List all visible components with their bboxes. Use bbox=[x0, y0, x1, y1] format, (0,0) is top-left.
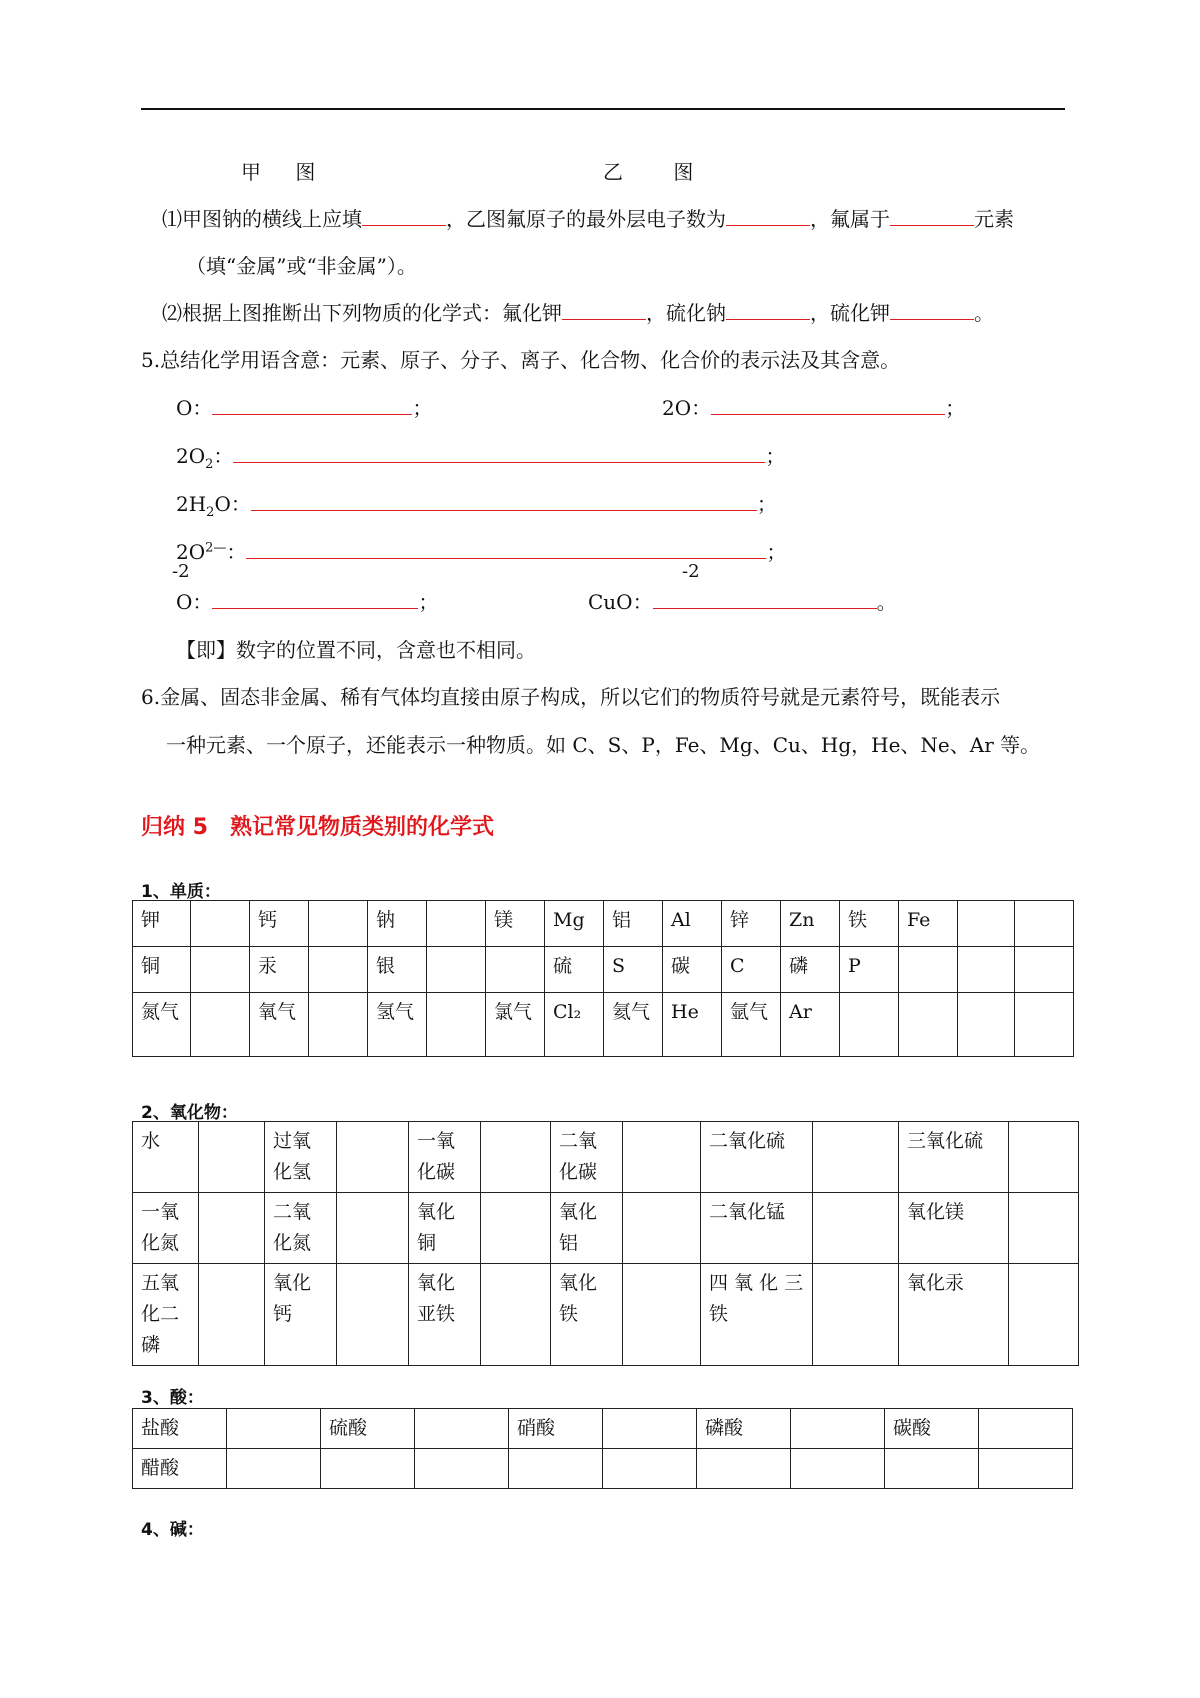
acids-cell: 碳酸 bbox=[885, 1409, 979, 1449]
q5-label-2h2o: 2H bbox=[176, 492, 207, 516]
acids-answer-cell[interactable] bbox=[415, 1449, 509, 1489]
oxides-cell: 氧化铜 bbox=[409, 1193, 481, 1264]
acids-cell: 盐酸 bbox=[133, 1409, 227, 1449]
elements-cell: 铜 bbox=[133, 947, 191, 993]
oxides-answer-cell[interactable] bbox=[813, 1264, 899, 1366]
oxides-answer-cell[interactable] bbox=[623, 1193, 701, 1264]
elements-cell: Ar bbox=[781, 993, 840, 1057]
oxides-answer-cell[interactable] bbox=[481, 1122, 551, 1193]
acids-answer-cell[interactable] bbox=[697, 1449, 791, 1489]
valence-mark-o: -2 bbox=[172, 561, 190, 582]
acids-answer-cell[interactable] bbox=[791, 1449, 885, 1489]
q5-blank-2o2[interactable] bbox=[233, 444, 765, 463]
oxides-cell: 二氧化碳 bbox=[551, 1122, 623, 1193]
oxides-cell: 二氧化锰 bbox=[701, 1193, 813, 1264]
q5-note bbox=[176, 634, 536, 663]
q5-label-o-valence: O： bbox=[176, 590, 213, 614]
elements-cell: 氧气 bbox=[250, 993, 309, 1057]
elements-answer-cell[interactable] bbox=[191, 947, 250, 993]
oxides-answer-cell[interactable] bbox=[337, 1122, 409, 1193]
q1-text-b: ，乙图氟原子的最外层电子数为 bbox=[446, 207, 726, 231]
oxides-answer-cell[interactable] bbox=[623, 1122, 701, 1193]
q5-row-2h2o bbox=[176, 488, 777, 520]
question-5-title: 5.总结化学用语含意：元素、原子、分子、离子、化合物、化合价的表示法及其含意。 bbox=[141, 348, 901, 372]
elements-cell: Cl₂ bbox=[545, 993, 604, 1057]
q5-row-o bbox=[176, 392, 432, 421]
superscript: 2— bbox=[205, 540, 227, 556]
oxides-cell: 过氧化氢 bbox=[265, 1122, 337, 1193]
elements-cell: 镁 bbox=[486, 901, 545, 947]
question-6-line-1: 6.金属、固态非金属、稀有气体均直接由原子构成，所以它们的物质符号就是元素符号，既能表示 bbox=[141, 685, 1001, 709]
question-6-line-2: 一种元素、一个原子，还能表示一种物质。如 C、S、P，Fe、Mg、Cu、Hg，He、Ne、Ar 等。 bbox=[166, 733, 1041, 757]
oxides-answer-cell[interactable] bbox=[1009, 1193, 1079, 1264]
elements-cell: Fe bbox=[899, 901, 958, 947]
header-rule bbox=[141, 108, 1065, 110]
q1-text-a: ⑴甲图钠的横线上应填 bbox=[162, 207, 362, 231]
acids-answer-cell[interactable] bbox=[979, 1449, 1073, 1489]
acids-answer-cell[interactable] bbox=[227, 1449, 321, 1489]
acids-row bbox=[133, 1409, 1073, 1449]
section-5-heading: 归纳 5 熟记常见物质类别的化学式 bbox=[141, 815, 494, 840]
q5-row-2o bbox=[662, 392, 965, 421]
oxides-answer-cell[interactable] bbox=[1009, 1122, 1079, 1193]
oxides-cell: 一氧化氮 bbox=[133, 1193, 199, 1264]
elements-answer-cell[interactable] bbox=[958, 901, 1015, 947]
question-1-line-2: （填“金属”或“非金属”）。 bbox=[186, 254, 417, 278]
q5-row-cuo bbox=[588, 586, 897, 615]
semicolon: ； bbox=[766, 540, 787, 564]
acids-table bbox=[132, 1408, 1073, 1489]
note-text: 数字的位置不同，含意也不相同。 bbox=[236, 638, 536, 662]
elements-cell: Zn bbox=[781, 901, 840, 947]
oxides-cell: 氧化铁 bbox=[551, 1264, 623, 1366]
elements-row bbox=[133, 993, 1074, 1057]
oxides-cell: 一氧化碳 bbox=[409, 1122, 481, 1193]
period: 。 bbox=[876, 590, 897, 614]
oxides-answer-cell[interactable] bbox=[813, 1193, 899, 1264]
acids-answer-cell[interactable] bbox=[791, 1409, 885, 1449]
oxides-label: 2、氧化物： bbox=[141, 1103, 238, 1123]
elements-cell: 银 bbox=[368, 947, 427, 993]
question-1-line-1 bbox=[162, 203, 1014, 232]
oxides-answer-cell[interactable] bbox=[199, 1193, 265, 1264]
acids-row bbox=[133, 1449, 1073, 1489]
oxides-cell: 二氧化氮 bbox=[265, 1193, 337, 1264]
q1-text-d: 元素 bbox=[974, 207, 1014, 231]
acids-cell: 硫酸 bbox=[321, 1409, 415, 1449]
elements-answer-cell[interactable] bbox=[191, 993, 250, 1057]
elements-cell: 铁 bbox=[840, 901, 899, 947]
q2-text-d: 。 bbox=[974, 301, 994, 325]
oxides-answer-cell[interactable] bbox=[337, 1264, 409, 1366]
q5-label-2o: 2O： bbox=[662, 396, 712, 420]
oxides-row bbox=[133, 1122, 1079, 1193]
q2-blank-kf[interactable] bbox=[562, 301, 646, 320]
acids-answer-cell[interactable] bbox=[603, 1409, 697, 1449]
oxides-cell: 氧化钙 bbox=[265, 1264, 337, 1366]
elements-cell: 氮气 bbox=[133, 993, 191, 1057]
oxides-cell: 氧化铝 bbox=[551, 1193, 623, 1264]
elements-cell: 锌 bbox=[722, 901, 781, 947]
elements-cell: C bbox=[722, 947, 781, 993]
elements-label: 1、单质： bbox=[141, 882, 221, 902]
q2-text-a: ⑵根据上图推断出下列物质的化学式：氟化钾 bbox=[162, 301, 562, 325]
elements-answer-cell[interactable] bbox=[840, 993, 899, 1057]
note-bracket: 【即】 bbox=[176, 638, 236, 662]
q2-blank-k2s[interactable] bbox=[890, 301, 974, 320]
elements-cell: 氦气 bbox=[604, 993, 663, 1057]
acids-cell: 磷酸 bbox=[697, 1409, 791, 1449]
elements-cell: 钠 bbox=[368, 901, 427, 947]
elements-cell: 钾 bbox=[133, 901, 191, 947]
q2-text-c: ，硫化钾 bbox=[810, 301, 890, 325]
bases-label: 4、碱： bbox=[141, 1520, 204, 1540]
oxides-answer-cell[interactable] bbox=[481, 1264, 551, 1366]
oxides-answer-cell[interactable] bbox=[813, 1122, 899, 1193]
q2-text-b: ，硫化钠 bbox=[646, 301, 726, 325]
elements-cell: 氯气 bbox=[486, 993, 545, 1057]
oxides-answer-cell[interactable] bbox=[481, 1193, 551, 1264]
colon: O： bbox=[214, 492, 251, 516]
q5-label-ion: 2O bbox=[176, 540, 206, 564]
oxides-answer-cell[interactable] bbox=[1009, 1264, 1079, 1366]
q1-blank-element-type[interactable] bbox=[890, 207, 974, 226]
q5-label-cuo: CuO： bbox=[588, 590, 653, 614]
oxides-row bbox=[133, 1193, 1079, 1264]
elements-cell: Mg bbox=[545, 901, 604, 947]
oxides-cell: 氧化镁 bbox=[899, 1193, 1009, 1264]
elements-answer-cell[interactable] bbox=[427, 947, 486, 993]
acids-answer-cell[interactable] bbox=[603, 1449, 697, 1489]
elements-cell: 碳 bbox=[663, 947, 722, 993]
q2-blank-na2s[interactable] bbox=[726, 301, 810, 320]
elements-answer-cell[interactable] bbox=[427, 901, 486, 947]
acids-answer-cell[interactable] bbox=[979, 1409, 1073, 1449]
elements-cell: 氢气 bbox=[368, 993, 427, 1057]
q5-blank-o[interactable] bbox=[212, 396, 412, 415]
semicolon: ； bbox=[765, 444, 786, 468]
oxides-cell: 二氧化硫 bbox=[701, 1122, 813, 1193]
subscript: 2 bbox=[206, 505, 215, 520]
acids-label: 3、酸： bbox=[141, 1388, 204, 1408]
q5-blank-o-valence[interactable] bbox=[212, 590, 418, 609]
q5-row-2o2 bbox=[176, 440, 785, 472]
elements-answer-cell[interactable] bbox=[1015, 901, 1074, 947]
figure-label-yi: 乙 图 bbox=[603, 160, 716, 184]
oxides-cell: 三氧化硫 bbox=[899, 1122, 1009, 1193]
elements-cell: 磷 bbox=[781, 947, 840, 993]
elements-table bbox=[132, 900, 1074, 1057]
acids-cell: 醋酸 bbox=[133, 1449, 227, 1489]
elements-cell: S bbox=[604, 947, 663, 993]
elements-answer-cell[interactable] bbox=[958, 993, 1015, 1057]
oxides-row bbox=[133, 1264, 1079, 1366]
elements-answer-cell[interactable] bbox=[309, 947, 368, 993]
acids-answer-cell[interactable] bbox=[227, 1409, 321, 1449]
q1-blank-sodium[interactable] bbox=[362, 207, 446, 226]
acids-cell: 硝酸 bbox=[509, 1409, 603, 1449]
q5-label-o: O： bbox=[176, 396, 213, 420]
valence-mark-cuo: -2 bbox=[682, 561, 700, 582]
elements-cell: 钙 bbox=[250, 901, 309, 947]
elements-answer-cell[interactable] bbox=[899, 947, 958, 993]
elements-cell: Al bbox=[663, 901, 722, 947]
elements-cell: 铝 bbox=[604, 901, 663, 947]
elements-row bbox=[133, 947, 1074, 993]
oxides-cell: 氧化汞 bbox=[899, 1264, 1009, 1366]
q5-blank-2o[interactable] bbox=[711, 396, 945, 415]
elements-cell: 汞 bbox=[250, 947, 309, 993]
oxides-table bbox=[132, 1121, 1079, 1366]
oxides-answer-cell[interactable] bbox=[623, 1264, 701, 1366]
oxides-cell: 五氧化二磷 bbox=[133, 1264, 199, 1366]
figure-label-jia: 甲 图 bbox=[241, 160, 330, 184]
oxides-cell: 四 氧 化 三 铁 bbox=[701, 1264, 813, 1366]
elements-answer-cell[interactable] bbox=[1015, 947, 1074, 993]
elements-cell: He bbox=[663, 993, 722, 1057]
acids-answer-cell[interactable] bbox=[885, 1449, 979, 1489]
acids-answer-cell[interactable] bbox=[321, 1449, 415, 1489]
elements-answer-cell[interactable] bbox=[1015, 993, 1074, 1057]
elements-cell: 氩气 bbox=[722, 993, 781, 1057]
q5-blank-ion[interactable] bbox=[246, 540, 766, 559]
semicolon: ； bbox=[418, 590, 439, 614]
semicolon: ； bbox=[412, 396, 433, 420]
elements-answer-cell[interactable] bbox=[899, 993, 958, 1057]
elements-answer-cell[interactable] bbox=[309, 901, 368, 947]
q1-blank-fluorine-electrons[interactable] bbox=[726, 207, 810, 226]
q1-text-c: ，氟属于 bbox=[810, 207, 890, 231]
q5-row-o-valence bbox=[176, 586, 438, 615]
q5-blank-2h2o[interactable] bbox=[251, 492, 757, 511]
semicolon: ； bbox=[945, 396, 966, 420]
question-2 bbox=[162, 297, 994, 326]
oxides-answer-cell[interactable] bbox=[199, 1122, 265, 1193]
elements-answer-cell[interactable] bbox=[191, 901, 250, 947]
elements-answer-cell[interactable] bbox=[427, 993, 486, 1057]
elements-answer-cell[interactable] bbox=[958, 947, 1015, 993]
elements-answer-cell[interactable] bbox=[486, 947, 545, 993]
oxides-cell: 氧化亚铁 bbox=[409, 1264, 481, 1366]
oxides-cell: 水 bbox=[133, 1122, 199, 1193]
elements-row bbox=[133, 901, 1074, 947]
colon: ： bbox=[226, 540, 247, 564]
elements-cell: 硫 bbox=[545, 947, 604, 993]
colon: ： bbox=[213, 444, 234, 468]
acids-answer-cell[interactable] bbox=[415, 1409, 509, 1449]
subscript: 2 bbox=[205, 457, 214, 472]
oxides-answer-cell[interactable] bbox=[199, 1264, 265, 1366]
elements-cell: P bbox=[840, 947, 899, 993]
elements-answer-cell[interactable] bbox=[309, 993, 368, 1057]
q5-label-2o2: 2O bbox=[176, 444, 206, 468]
semicolon: ； bbox=[756, 492, 777, 516]
q5-blank-cuo[interactable] bbox=[653, 590, 877, 609]
oxides-answer-cell[interactable] bbox=[337, 1193, 409, 1264]
acids-answer-cell[interactable] bbox=[509, 1449, 603, 1489]
